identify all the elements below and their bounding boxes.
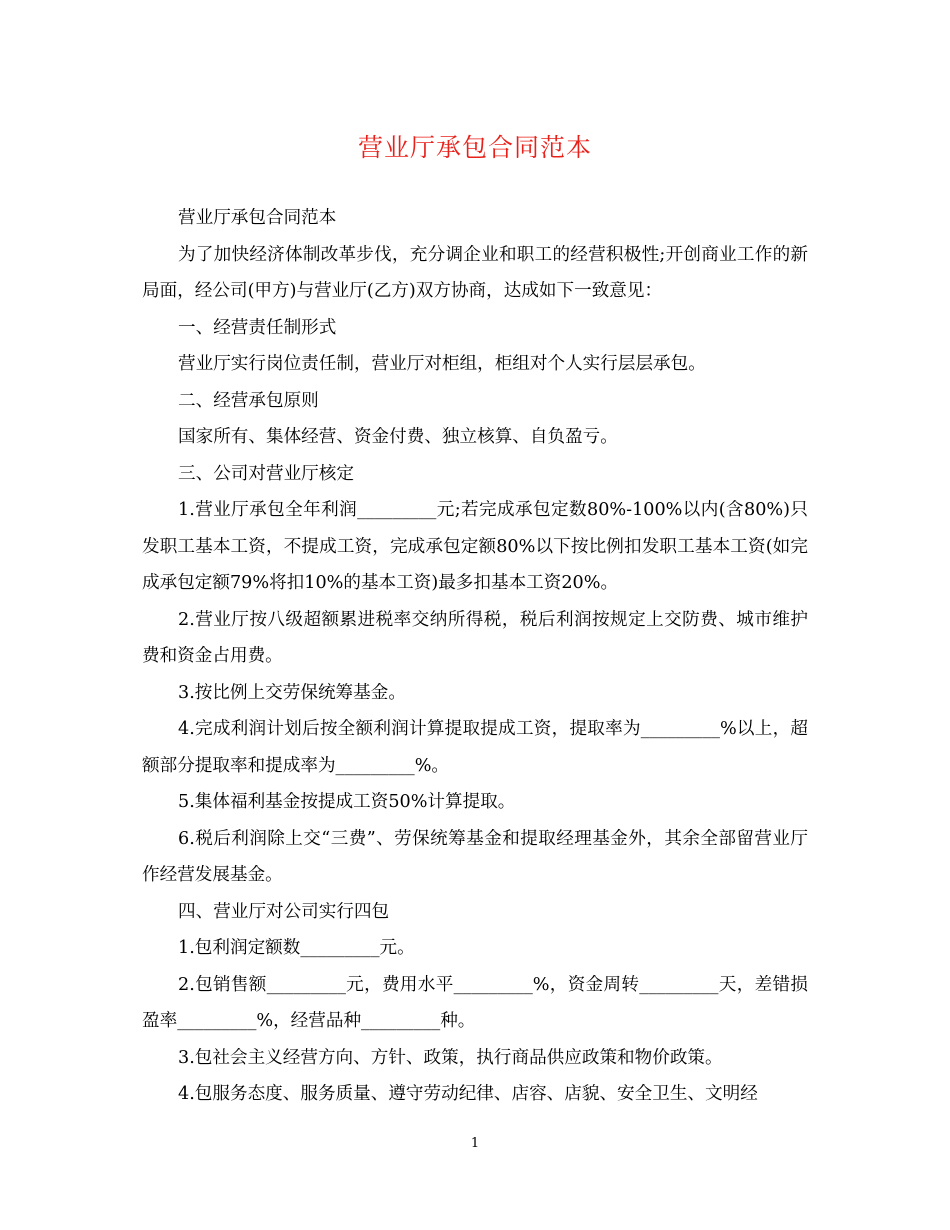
section-heading-3: 三、公司对营业厅核定	[178, 463, 354, 484]
clause-item: 5.集体福利基金按提成工资50%计算提取。	[178, 792, 516, 812]
clause-item: 4.包服务态度、服务质量、遵守劳动纪律、店容、店貌、安全卫生、文明经	[178, 1084, 758, 1104]
paragraph: 营业厅实行岗位责任制，营业厅对柜组，柜组对个人实行层层承包。	[178, 354, 706, 374]
document-body	[142, 200, 808, 1113]
paragraph: 国家所有、集体经营、资金付费、独立核算、自负盈亏。	[178, 427, 618, 447]
clause-item: 1.包利润定额数_________元。	[178, 938, 415, 958]
clause-item: 3.按比例上交劳保统筹基金。	[178, 682, 406, 703]
section-heading-2: 二、经营承包原则	[178, 390, 319, 411]
clause-item: 2.包销售额_________元，费用水平_________%，资金周转_________天，差错损盈率_________%，经营品种_________种。	[142, 974, 808, 1031]
clause-item: 2.营业厅按八级超额累进税率交纳所得税，税后利润按规定上交防费、城市维护费和资金占用费。	[142, 609, 808, 666]
section-heading-1: 一、经营责任制形式	[178, 317, 337, 338]
paragraph-subtitle: 营业厅承包合同范本	[178, 208, 337, 228]
clause-item: 3.包社会主义经营方向、方针、政策，执行商品供应政策和物价政策。	[178, 1047, 723, 1068]
clause-item: 1.营业厅承包全年利润_________元;若完成承包定数80%-100%以内(含80%)只发职工基本工资，不提成工资，完成承包定额80%以下按比例扣发职工基本工资(如完成承包定额79%将扣10%的基本工资)最多扣基本工资20%。	[142, 500, 808, 593]
clause-item: 4.完成利润计划后按全额利润计算提取提成工资，提取率为_________%以上，超额部分提取率和提成率为_________%。	[142, 719, 808, 776]
paragraph-preamble: 为了加快经济体制改革步伐，充分调企业和职工的经营积极性;开创商业工作的新局面，经公司(甲方)与营业厅(乙方)双方协商，达成如下一致意见：	[142, 244, 808, 301]
page-number: 1	[470, 1136, 480, 1151]
document-title: 营业厅承包合同范本	[357, 133, 592, 162]
section-heading-4: 四、营业厅对公司实行四包	[178, 901, 390, 922]
clause-item: 6.税后利润除上交“三费”、劳保统筹基金和提取经理基金外，其余全部留营业厅作经营发展基金。	[142, 828, 808, 885]
